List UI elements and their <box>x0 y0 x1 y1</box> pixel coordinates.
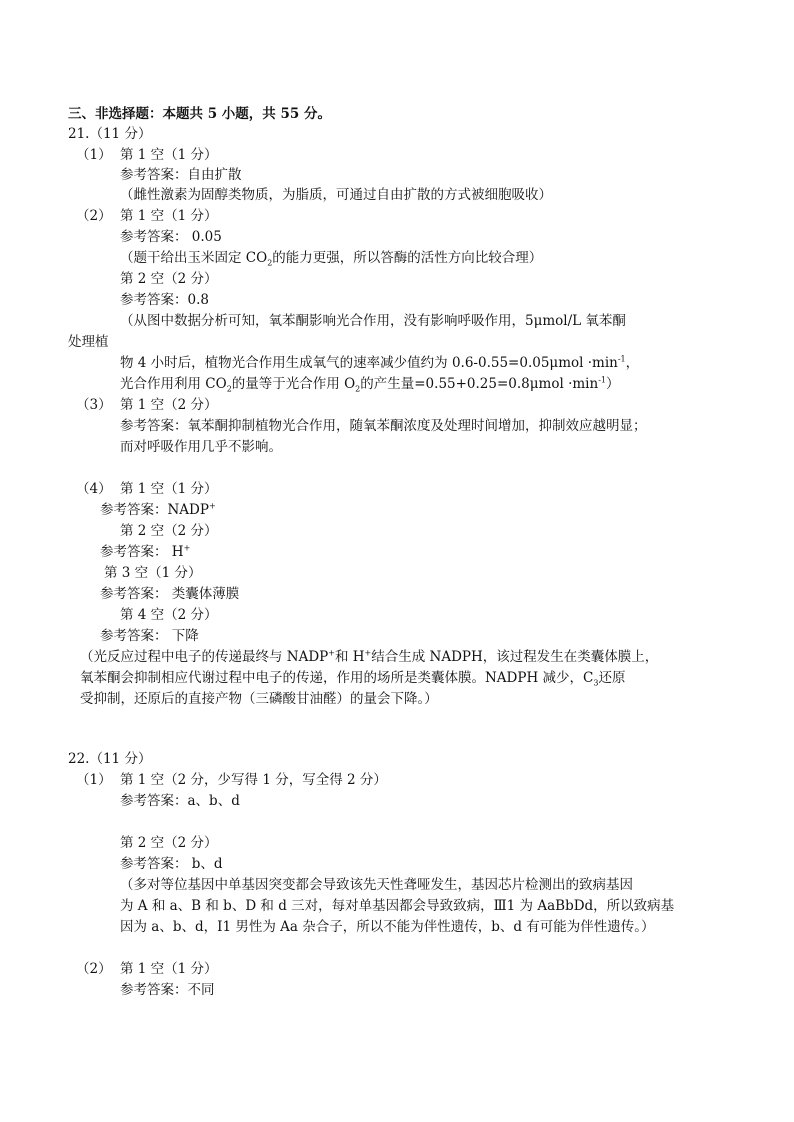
section-title: 三、非选择题：本题共 5 小题，共 55 分。 <box>68 106 331 122</box>
question-22-heading: 22.（11 分） <box>68 751 152 767</box>
q21-part3-label: （3） <box>76 397 112 413</box>
q21-part4-blank1: 第 1 空（1 分） <box>120 481 218 497</box>
q21-part2-answer2: 参考答案：0.8 <box>120 292 209 308</box>
q22-part1-explanation-line2: 为 A 和 a、B 和 b、D 和 d 三对，每对单基因都会导致致病，Ⅲ1 为 AaBbDd，所以致病基 <box>120 898 675 914</box>
q22-part2-blank1: 第 1 空（1 分） <box>120 961 218 977</box>
q22-part1-explanation-line1: （多对等位基因中单基因突变都会导致该先天性聋哑发生，基因芯片检测出的致病基因 <box>120 877 633 893</box>
q21-part2-explanation2-line2: 处理植 <box>68 334 109 350</box>
q21-part2-answer1: 参考答案： 0.05 <box>120 229 222 245</box>
q21-part4-answer3: 参考答案： 类囊体薄膜 <box>100 586 240 602</box>
q21-part4-blank3: 第 3 空（1 分） <box>104 565 202 581</box>
q22-part1-explanation-line3: 因为 a、b、d，Ⅰ1 男性为 Aa 杂合子，所以不能为伴性遗传，b、d 有可能为伴性遗传。） <box>120 919 655 935</box>
q21-part1-answer: 参考答案：自由扩散 <box>120 167 242 183</box>
q21-part4-answer4: 参考答案： 下降 <box>100 628 199 644</box>
q21-part4-blank2: 第 2 空（2 分） <box>120 523 218 539</box>
q21-part2-explanation2-line3: 物 4 小时后，植物光合作用生成氧气的速率减少值约为 $0.6-0.55=0.05\mu mol \cdot\min^{-1}$， <box>120 354 640 371</box>
q21-part4-label: （4） <box>76 481 112 497</box>
question-21-heading: 21.（11 分） <box>68 126 152 142</box>
q21-part4-answer1: 参考答案：NADP+ <box>100 501 216 518</box>
q21-part2-explanation2-line4: 光合作用利用 $CO_2$的量等于光合作用 $O_2$的产生量$=0.55+0.25=0.8\mu mol \cdot\min^{-1}$） <box>120 375 620 394</box>
q21-part3-blank1: 第 1 空（2 分） <box>120 397 218 413</box>
q21-part4-explanation-line3: 受抑制，还原后的直接产物（三磷酸甘油醛）的量会下降。） <box>80 691 438 707</box>
q21-part4-answer2: 参考答案： H+ <box>100 543 191 560</box>
q21-part3-answer-line1: 参考答案：氧苯酮抑制植物光合作用，随氧苯酮浓度及处理时间增加，抑制效应越明显； <box>120 418 647 434</box>
q22-part1-blank2: 第 2 空（2 分） <box>120 835 218 851</box>
q21-part2-blank2: 第 2 空（2 分） <box>120 271 218 287</box>
q22-part1-answer1: 参考答案：a、b、d <box>120 793 240 809</box>
q22-part2-answer1: 参考答案：不同 <box>120 982 215 998</box>
q21-part4-explanation-line1: （光反应过程中电子的传递最终与 NADP+和 H+结合生成 NADPH，该过程发生在类囊体膜上， <box>80 648 659 665</box>
q22-part2-label: （2） <box>76 961 112 977</box>
q21-part3-answer-line2: 而对呼吸作用几乎不影响。 <box>120 439 282 455</box>
q21-part1-blank1: 第 1 空（1 分） <box>120 147 218 163</box>
q21-part2-explanation2-line1: （从图中数据分析可知，氧苯酮影响光合作用，没有影响呼吸作用，5μmol/L 氧苯酮 <box>120 313 626 329</box>
q21-part1-label: （1） <box>76 147 112 163</box>
q22-part1-label: （1） <box>76 772 112 788</box>
q21-part4-blank4: 第 4 空（2 分） <box>120 607 218 623</box>
q21-part2-label: （2） <box>76 208 112 224</box>
q21-part4-explanation-line2: 氧苯酮会抑制相应代谢过程中电子的传递，作用的场所是类囊体膜。NADPH 减少，$C_3$还原 <box>80 670 626 688</box>
q21-part2-explanation1: （题干给出玉米固定 $CO_2$的能力更强，所以答酶的活性方向比较合理） <box>120 250 543 268</box>
q22-part1-answer2: 参考答案： b、d <box>120 856 223 872</box>
q22-part1-blank1: 第 1 空（2 分，少写得 1 分，写全得 2 分） <box>120 772 387 788</box>
q21-part1-explanation: （雌性激素为固醇类物质，为脂质，可通过自由扩散的方式被细胞吸收） <box>120 187 552 203</box>
q21-part2-blank1: 第 1 空（1 分） <box>120 208 218 224</box>
